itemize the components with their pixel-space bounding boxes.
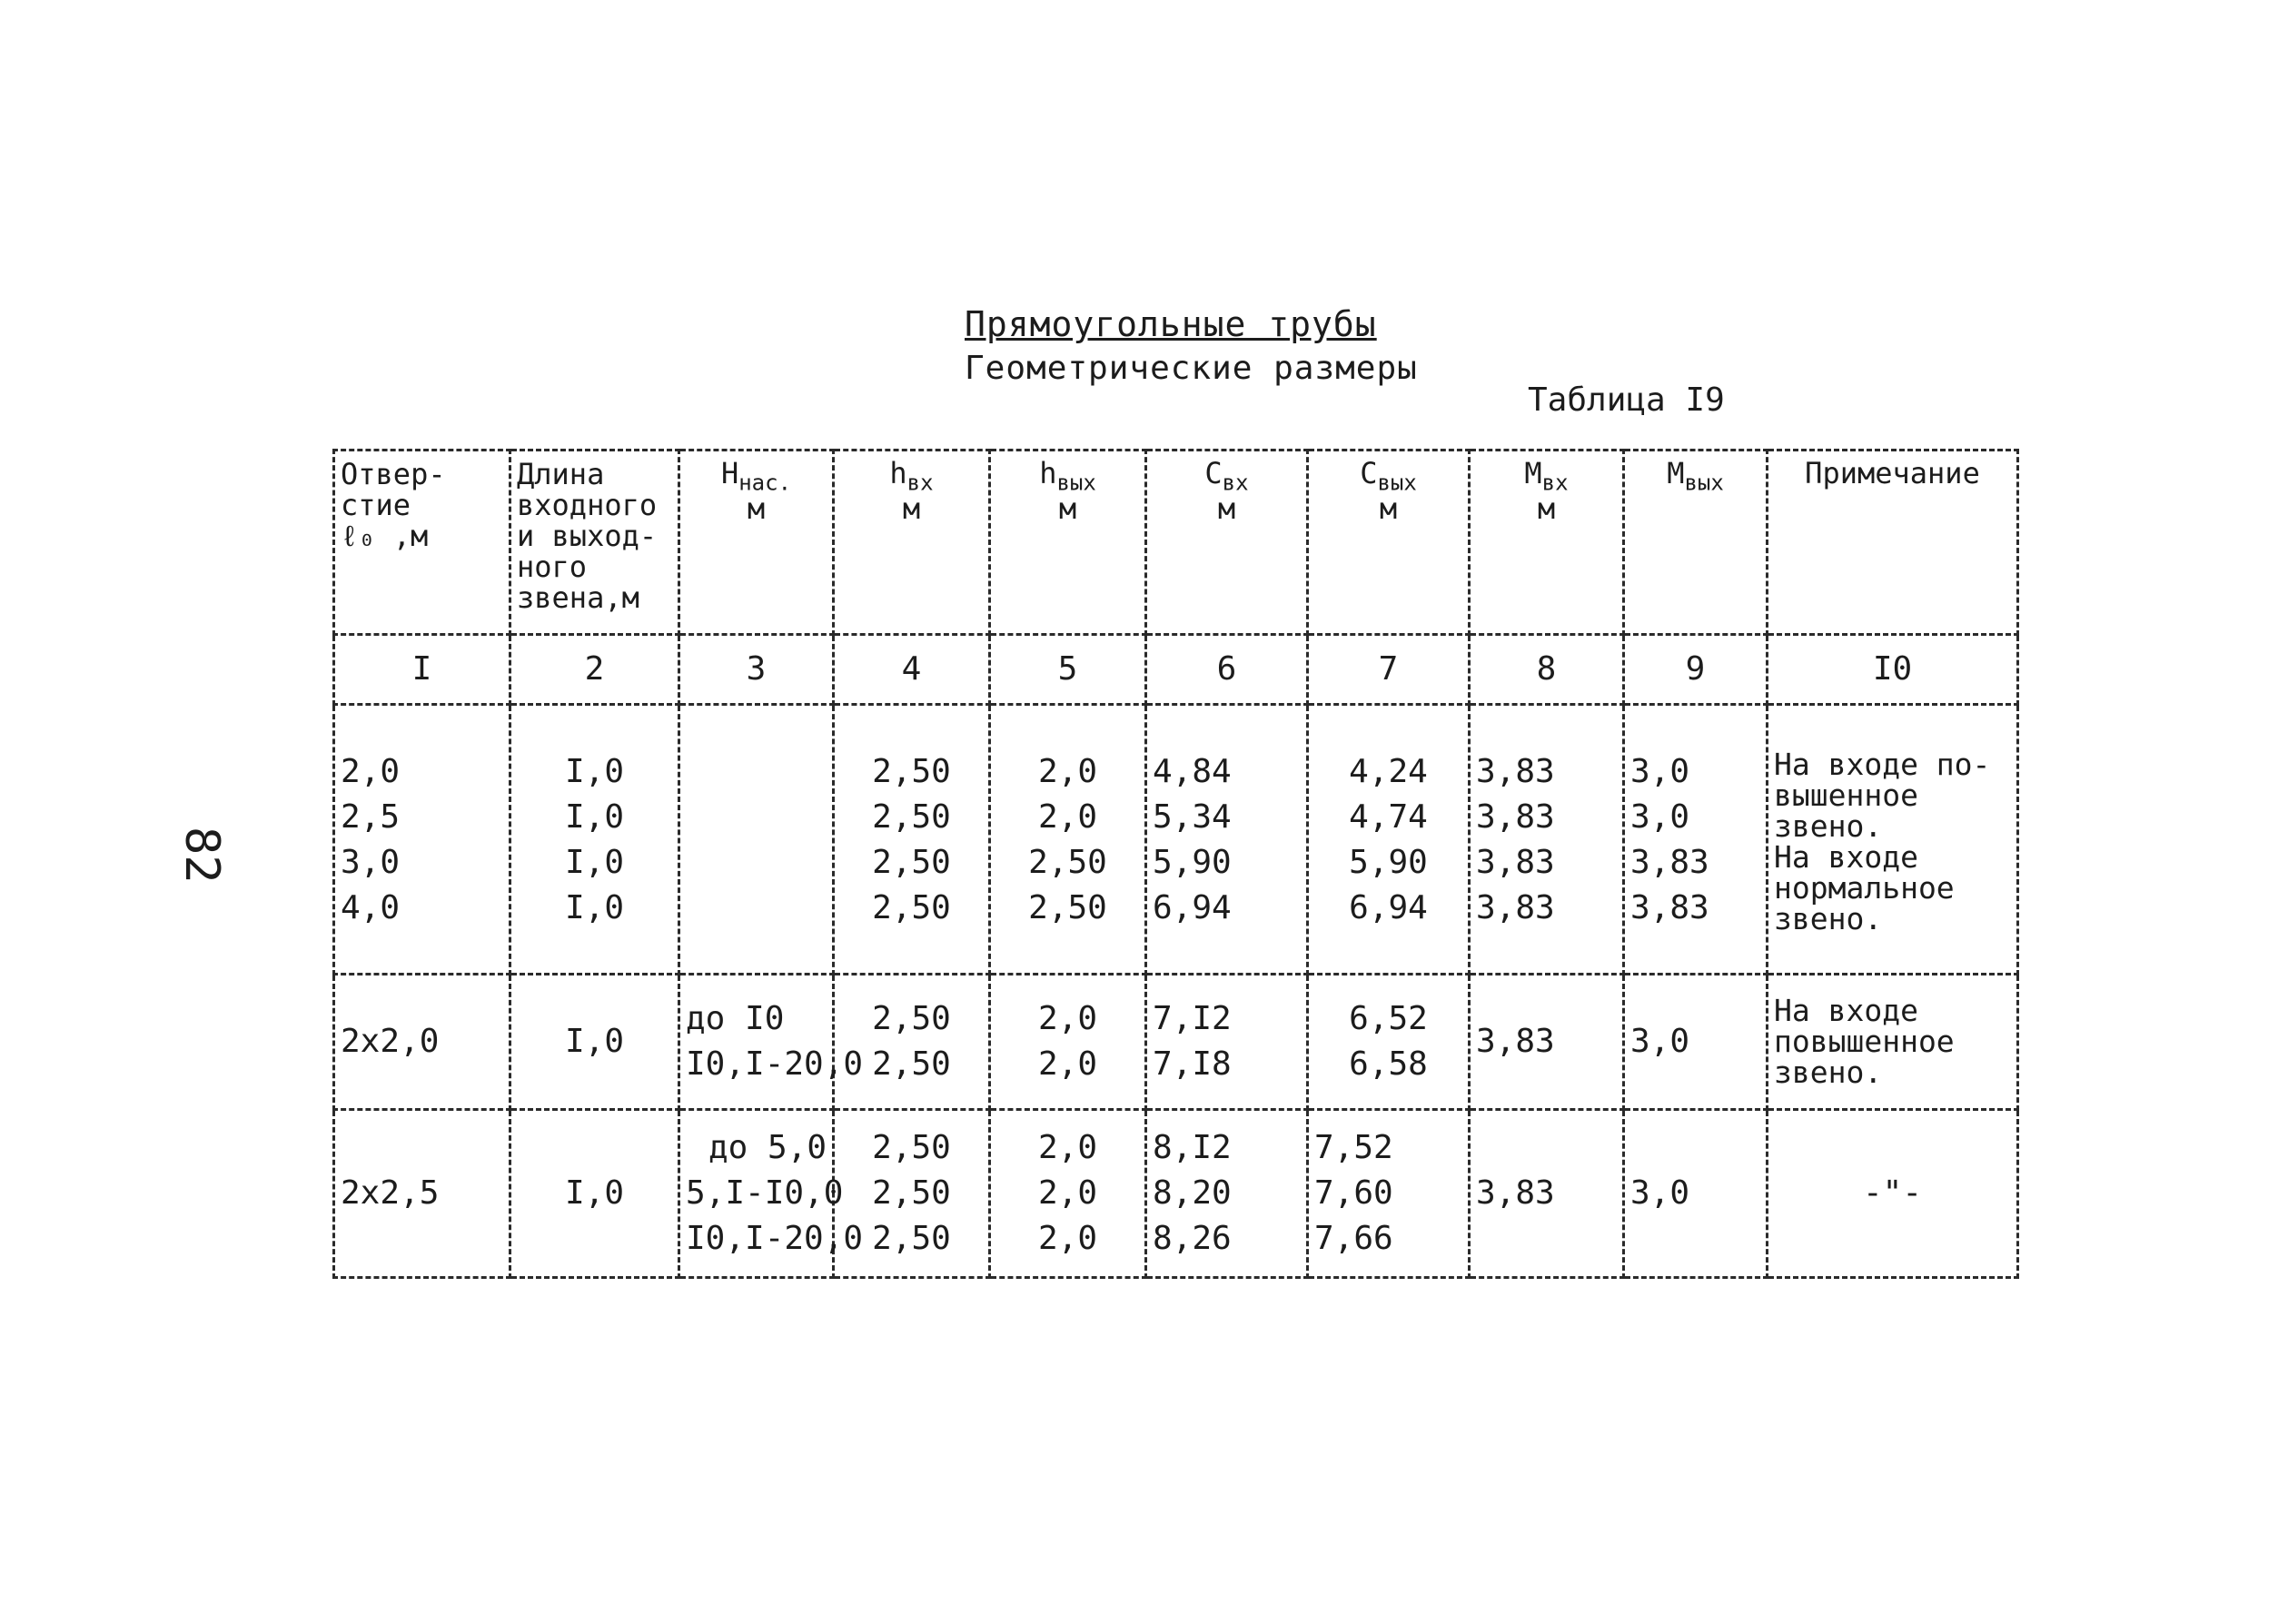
header-c-in-unit: м bbox=[1217, 491, 1236, 527]
cell-c-in bbox=[1146, 975, 1308, 1110]
cell-opening bbox=[334, 1110, 510, 1278]
cell-link-length bbox=[510, 975, 679, 1110]
cell-c-out bbox=[1308, 1110, 1470, 1278]
cell-h-out bbox=[990, 975, 1146, 1110]
cell-m-out bbox=[1624, 705, 1768, 975]
header-h-nas bbox=[679, 451, 834, 635]
value: 2,0 bbox=[1037, 1045, 1098, 1083]
value: 2х2,0 bbox=[341, 1023, 440, 1060]
page-subtitle: Геометрические размеры bbox=[965, 350, 1418, 387]
header-c-in-sub: вх bbox=[1222, 470, 1249, 496]
column-number: 5 bbox=[990, 635, 1146, 705]
header-note-main: Примечание bbox=[1805, 456, 1980, 490]
column-number: I0 bbox=[1768, 635, 2018, 705]
header-link-length-line1: Длина bbox=[517, 457, 605, 491]
value: 2,0 bbox=[1037, 1129, 1098, 1166]
value: 2,50 bbox=[1028, 844, 1107, 881]
cell-c-in bbox=[1146, 1110, 1308, 1278]
table-row-group1 bbox=[334, 705, 2018, 975]
cell-note bbox=[1768, 1110, 2018, 1278]
value: 6,52 bbox=[1349, 1000, 1428, 1037]
value: 2,50 bbox=[872, 1174, 951, 1212]
value: 8,20 bbox=[1153, 1174, 1232, 1212]
cell-c-out bbox=[1308, 975, 1470, 1110]
cell-h-nas bbox=[679, 1110, 864, 1278]
table-row-group2 bbox=[334, 975, 2018, 1110]
cell-m-in bbox=[1470, 1110, 1624, 1278]
value: 2,0 bbox=[341, 753, 401, 790]
header-c-in-main: С bbox=[1204, 456, 1223, 490]
cell-m-in bbox=[1470, 975, 1624, 1110]
header-m-in bbox=[1470, 451, 1624, 635]
cell-h-in bbox=[834, 975, 990, 1110]
value: 3,83 bbox=[1630, 889, 1709, 926]
header-link-length-line5: звена,м bbox=[517, 580, 639, 615]
cell-opening bbox=[334, 705, 510, 975]
value: 4,0 bbox=[341, 889, 401, 926]
column-number: I bbox=[334, 635, 510, 705]
note-line: повышенное bbox=[1774, 1024, 1955, 1059]
header-opening-line1: Отвер- bbox=[341, 457, 446, 491]
value: 4,24 bbox=[1349, 753, 1428, 790]
value: 2,0 bbox=[1037, 798, 1098, 836]
column-number: 8 bbox=[1470, 635, 1624, 705]
ditto-mark: -"- bbox=[1862, 1174, 1923, 1212]
value: 2,50 bbox=[872, 1220, 951, 1257]
column-number: 9 bbox=[1624, 635, 1768, 705]
value: 2,50 bbox=[872, 1045, 951, 1083]
value: I,0 bbox=[564, 1174, 625, 1212]
page-title: Прямоугольные трубы bbox=[965, 304, 1377, 344]
header-opening-line2: стие bbox=[341, 488, 411, 522]
header-m-out bbox=[1624, 451, 1768, 635]
header-h-out-main: h bbox=[1039, 456, 1057, 490]
column-number-row bbox=[334, 635, 2018, 705]
value: 3,0 bbox=[1630, 798, 1690, 836]
header-h-out-sub: вых bbox=[1056, 470, 1096, 496]
header-h-nas-main: Н bbox=[720, 456, 739, 490]
value: 3,0 bbox=[341, 844, 401, 881]
header-h-in-main: h bbox=[889, 456, 907, 490]
value: 6,58 bbox=[1349, 1045, 1428, 1083]
cell-note bbox=[1768, 975, 2018, 1110]
cell-h-in bbox=[834, 705, 990, 975]
value: 5,90 bbox=[1153, 844, 1232, 881]
value: 7,I8 bbox=[1153, 1045, 1232, 1083]
header-m-in-unit: м bbox=[1537, 491, 1556, 527]
value: 3,83 bbox=[1476, 753, 1555, 790]
column-number: 6 bbox=[1146, 635, 1308, 705]
header-m-in-sub: вх bbox=[1541, 470, 1569, 496]
value: 2х2,5 bbox=[341, 1174, 440, 1212]
value: 2,50 bbox=[872, 889, 951, 926]
value: 2,0 bbox=[1037, 1000, 1098, 1037]
value: 5,90 bbox=[1349, 844, 1428, 881]
value: I,0 bbox=[564, 889, 625, 926]
note-line: На входе bbox=[1774, 993, 1918, 1028]
value: I,0 bbox=[564, 1023, 625, 1060]
value: 3,0 bbox=[1630, 1023, 1690, 1060]
value: 6,94 bbox=[1349, 889, 1428, 926]
value: до I0 bbox=[686, 1000, 785, 1037]
note-line: На входе bbox=[1774, 839, 1918, 875]
cell-m-out bbox=[1624, 975, 1768, 1110]
value: 6,94 bbox=[1153, 889, 1232, 926]
value: до 5,0 bbox=[708, 1129, 827, 1166]
header-link-length bbox=[510, 451, 679, 635]
note-line: На входе по- bbox=[1774, 747, 1991, 782]
header-c-out-unit: м bbox=[1379, 491, 1398, 527]
note-line: звено. bbox=[1774, 901, 1883, 936]
value: 3,0 bbox=[1630, 753, 1690, 790]
header-c-out bbox=[1308, 451, 1470, 635]
value: 7,66 bbox=[1314, 1220, 1393, 1257]
value: 3,83 bbox=[1476, 889, 1555, 926]
header-link-length-line3: и выход- bbox=[517, 519, 658, 553]
header-m-in-main: М bbox=[1524, 456, 1542, 490]
header-h-in-unit: м bbox=[902, 491, 921, 527]
header-h-out bbox=[990, 451, 1146, 635]
value: 2,50 bbox=[872, 798, 951, 836]
value: 7,I2 bbox=[1153, 1000, 1232, 1037]
value: 2,50 bbox=[872, 753, 951, 790]
header-h-in-sub: вх bbox=[906, 470, 934, 496]
header-h-out-unit: м bbox=[1058, 491, 1077, 527]
header-link-length-line2: входного bbox=[517, 488, 658, 522]
header-note bbox=[1768, 451, 2018, 635]
value: 4,84 bbox=[1153, 753, 1232, 790]
cell-h-nas bbox=[679, 975, 864, 1110]
value: I0,I-20,0 bbox=[686, 1045, 864, 1083]
note-line: звено. bbox=[1774, 1055, 1883, 1090]
value: 5,34 bbox=[1153, 798, 1232, 836]
dimensions-table bbox=[332, 449, 2019, 1279]
header-h-in bbox=[834, 451, 990, 635]
page-number: 82 bbox=[174, 827, 229, 884]
value: 8,I2 bbox=[1153, 1129, 1232, 1166]
value: 7,52 bbox=[1314, 1129, 1393, 1166]
value: 4,74 bbox=[1349, 798, 1428, 836]
header-row bbox=[334, 451, 2018, 635]
value: I,0 bbox=[564, 844, 625, 881]
column-number: 4 bbox=[834, 635, 990, 705]
value: I,0 bbox=[564, 798, 625, 836]
cell-c-out bbox=[1308, 705, 1470, 975]
value: 2,5 bbox=[341, 798, 401, 836]
header-c-in bbox=[1146, 451, 1308, 635]
value: 2,50 bbox=[872, 1000, 951, 1037]
column-number: 3 bbox=[679, 635, 834, 705]
cell-opening bbox=[334, 975, 510, 1110]
value: 2,50 bbox=[872, 844, 951, 881]
header-m-out-main: М bbox=[1667, 456, 1685, 490]
value: 2,0 bbox=[1037, 753, 1098, 790]
value: 3,83 bbox=[1476, 844, 1555, 881]
header-m-out-sub: вых bbox=[1684, 470, 1724, 496]
header-h-nas-unit: м bbox=[747, 491, 766, 527]
value: I0,I-20,0 bbox=[686, 1220, 864, 1257]
value: I,0 bbox=[564, 753, 625, 790]
cell-m-in bbox=[1470, 705, 1624, 975]
header-c-out-main: С bbox=[1360, 456, 1378, 490]
cell-h-out bbox=[990, 705, 1146, 975]
header-opening bbox=[334, 451, 510, 635]
value: 3,0 bbox=[1630, 1174, 1690, 1212]
value: 7,60 bbox=[1314, 1174, 1393, 1212]
value: 3,83 bbox=[1476, 1023, 1555, 1060]
note-line: нормальное bbox=[1774, 870, 1955, 906]
cell-c-in bbox=[1146, 705, 1308, 975]
value: 3,83 bbox=[1630, 844, 1709, 881]
header-c-out-sub: вых bbox=[1377, 470, 1417, 496]
value: 3,83 bbox=[1476, 1174, 1555, 1212]
note-line: звено. bbox=[1774, 808, 1883, 844]
table-row-group3 bbox=[334, 1110, 2018, 1278]
column-number: 7 bbox=[1308, 635, 1470, 705]
cell-m-out bbox=[1624, 1110, 1768, 1278]
cell-note bbox=[1768, 705, 2018, 975]
value: 8,26 bbox=[1153, 1220, 1232, 1257]
value: 2,50 bbox=[1028, 889, 1107, 926]
value: 2,0 bbox=[1037, 1174, 1098, 1212]
header-opening-line3: ℓ₀ ,м bbox=[341, 519, 429, 553]
value: 3,83 bbox=[1476, 798, 1555, 836]
value: 5,I-I0,0 bbox=[686, 1174, 844, 1212]
header-link-length-line4: ного bbox=[517, 550, 588, 584]
table-label: Таблица I9 bbox=[1528, 381, 1725, 419]
cell-link-length bbox=[510, 1110, 679, 1278]
cell-link-length bbox=[510, 705, 679, 975]
column-number: 2 bbox=[510, 635, 679, 705]
cell-h-nas bbox=[679, 705, 834, 975]
cell-h-out bbox=[990, 1110, 1146, 1278]
value: 2,50 bbox=[872, 1129, 951, 1166]
value: 2,0 bbox=[1037, 1220, 1098, 1257]
header-h-nas-sub: нас. bbox=[738, 470, 792, 496]
note-line: вышенное bbox=[1774, 777, 1918, 813]
